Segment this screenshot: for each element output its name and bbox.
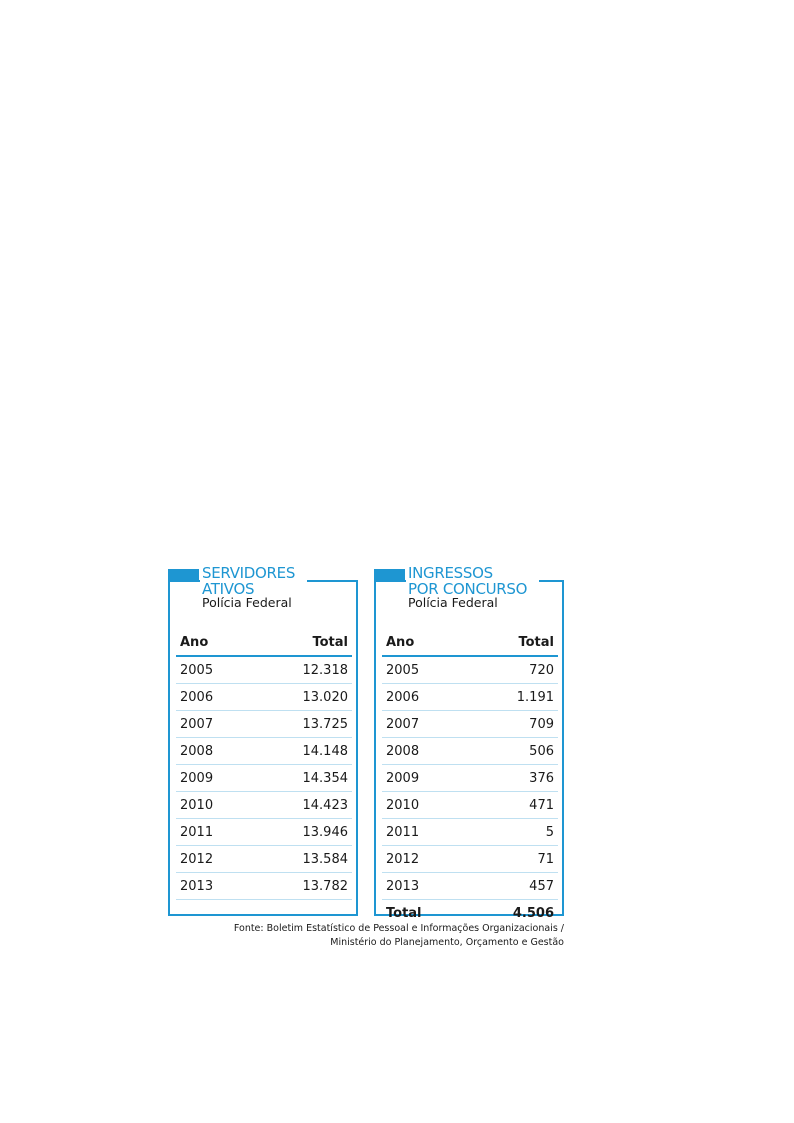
cell-total: 709 (465, 711, 558, 738)
panel-header (374, 564, 564, 637)
cell-total: 376 (465, 765, 558, 792)
col-header-total: Total (465, 629, 558, 656)
cell-total: 13.782 (252, 873, 352, 900)
col-header-total: Total (252, 629, 352, 656)
table-row (382, 792, 558, 819)
title-line-2: POR CONCURSO (408, 580, 528, 598)
table-row (382, 738, 558, 765)
total-value: 4.506 (465, 900, 558, 927)
title-line-1: SERVIDORES (202, 564, 296, 582)
header-accent-block (374, 569, 405, 582)
source-note (234, 922, 564, 950)
table-row (382, 819, 558, 846)
cell-total: 506 (465, 738, 558, 765)
cell-ano: 2005 (382, 656, 465, 684)
table-row (176, 819, 352, 846)
source-line-1: Fonte: Boletim Estatístico de Pessoal e Informações Organizacionais / (233, 923, 564, 934)
cell-total: 71 (465, 846, 558, 873)
table-row (382, 873, 558, 900)
panel-header (168, 564, 358, 637)
cell-total: 14.354 (252, 765, 352, 792)
table-row (382, 711, 558, 738)
table-row (176, 656, 352, 684)
cell-ano: 2007 (176, 711, 252, 738)
cell-total: 471 (465, 792, 558, 819)
cell-ano: 2013 (176, 873, 252, 900)
cell-total: 1.191 (465, 684, 558, 711)
ingressos-table (382, 629, 558, 926)
cell-total: 14.423 (252, 792, 352, 819)
cell-total: 13.020 (252, 684, 352, 711)
cell-ano: 2009 (176, 765, 252, 792)
panel-subtitle: Polícia Federal (408, 595, 498, 610)
table-row (382, 684, 558, 711)
table-row (382, 656, 558, 684)
ingressos-concurso-panel (374, 564, 564, 921)
panel-subtitle: Polícia Federal (202, 595, 292, 610)
table-row (382, 765, 558, 792)
cell-ano: 2011 (176, 819, 252, 846)
cell-ano: 2011 (382, 819, 465, 846)
col-header-ano: Ano (382, 629, 465, 656)
cell-ano: 2010 (176, 792, 252, 819)
cell-ano: 2012 (176, 846, 252, 873)
table-row (176, 711, 352, 738)
table-header-row (382, 629, 558, 656)
table-row (176, 792, 352, 819)
table-row (176, 846, 352, 873)
header-accent-block (168, 569, 199, 582)
table-row (176, 765, 352, 792)
col-header-ano: Ano (176, 629, 252, 656)
cell-ano: 2006 (176, 684, 252, 711)
cell-total: 5 (465, 819, 558, 846)
table-row (176, 738, 352, 765)
cell-ano: 2007 (382, 711, 465, 738)
total-label: Total (382, 900, 465, 927)
cell-total: 12.318 (252, 656, 352, 684)
cell-ano: 2009 (382, 765, 465, 792)
servidores-table (176, 629, 352, 900)
source-line-2: Ministério do Planejamento, Orçamento e Gestão (330, 937, 564, 948)
table-row (176, 684, 352, 711)
table-row (176, 873, 352, 900)
cell-total: 457 (465, 873, 558, 900)
title-line-2: ATIVOS (202, 580, 255, 598)
title-line-1: INGRESSOS (408, 564, 493, 582)
cell-total: 13.946 (252, 819, 352, 846)
cell-ano: 2008 (382, 738, 465, 765)
cell-ano: 2012 (382, 846, 465, 873)
panel-title (406, 565, 539, 597)
cell-total: 13.725 (252, 711, 352, 738)
cell-ano: 2013 (382, 873, 465, 900)
cell-total: 13.584 (252, 846, 352, 873)
cell-ano: 2010 (382, 792, 465, 819)
table-header-row (176, 629, 352, 656)
cell-total: 14.148 (252, 738, 352, 765)
servidores-ativos-panel (168, 564, 358, 916)
cell-ano: 2005 (176, 656, 252, 684)
cell-ano: 2008 (176, 738, 252, 765)
cell-ano: 2006 (382, 684, 465, 711)
cell-total: 720 (465, 656, 558, 684)
panel-title (200, 565, 307, 597)
table-row (382, 846, 558, 873)
